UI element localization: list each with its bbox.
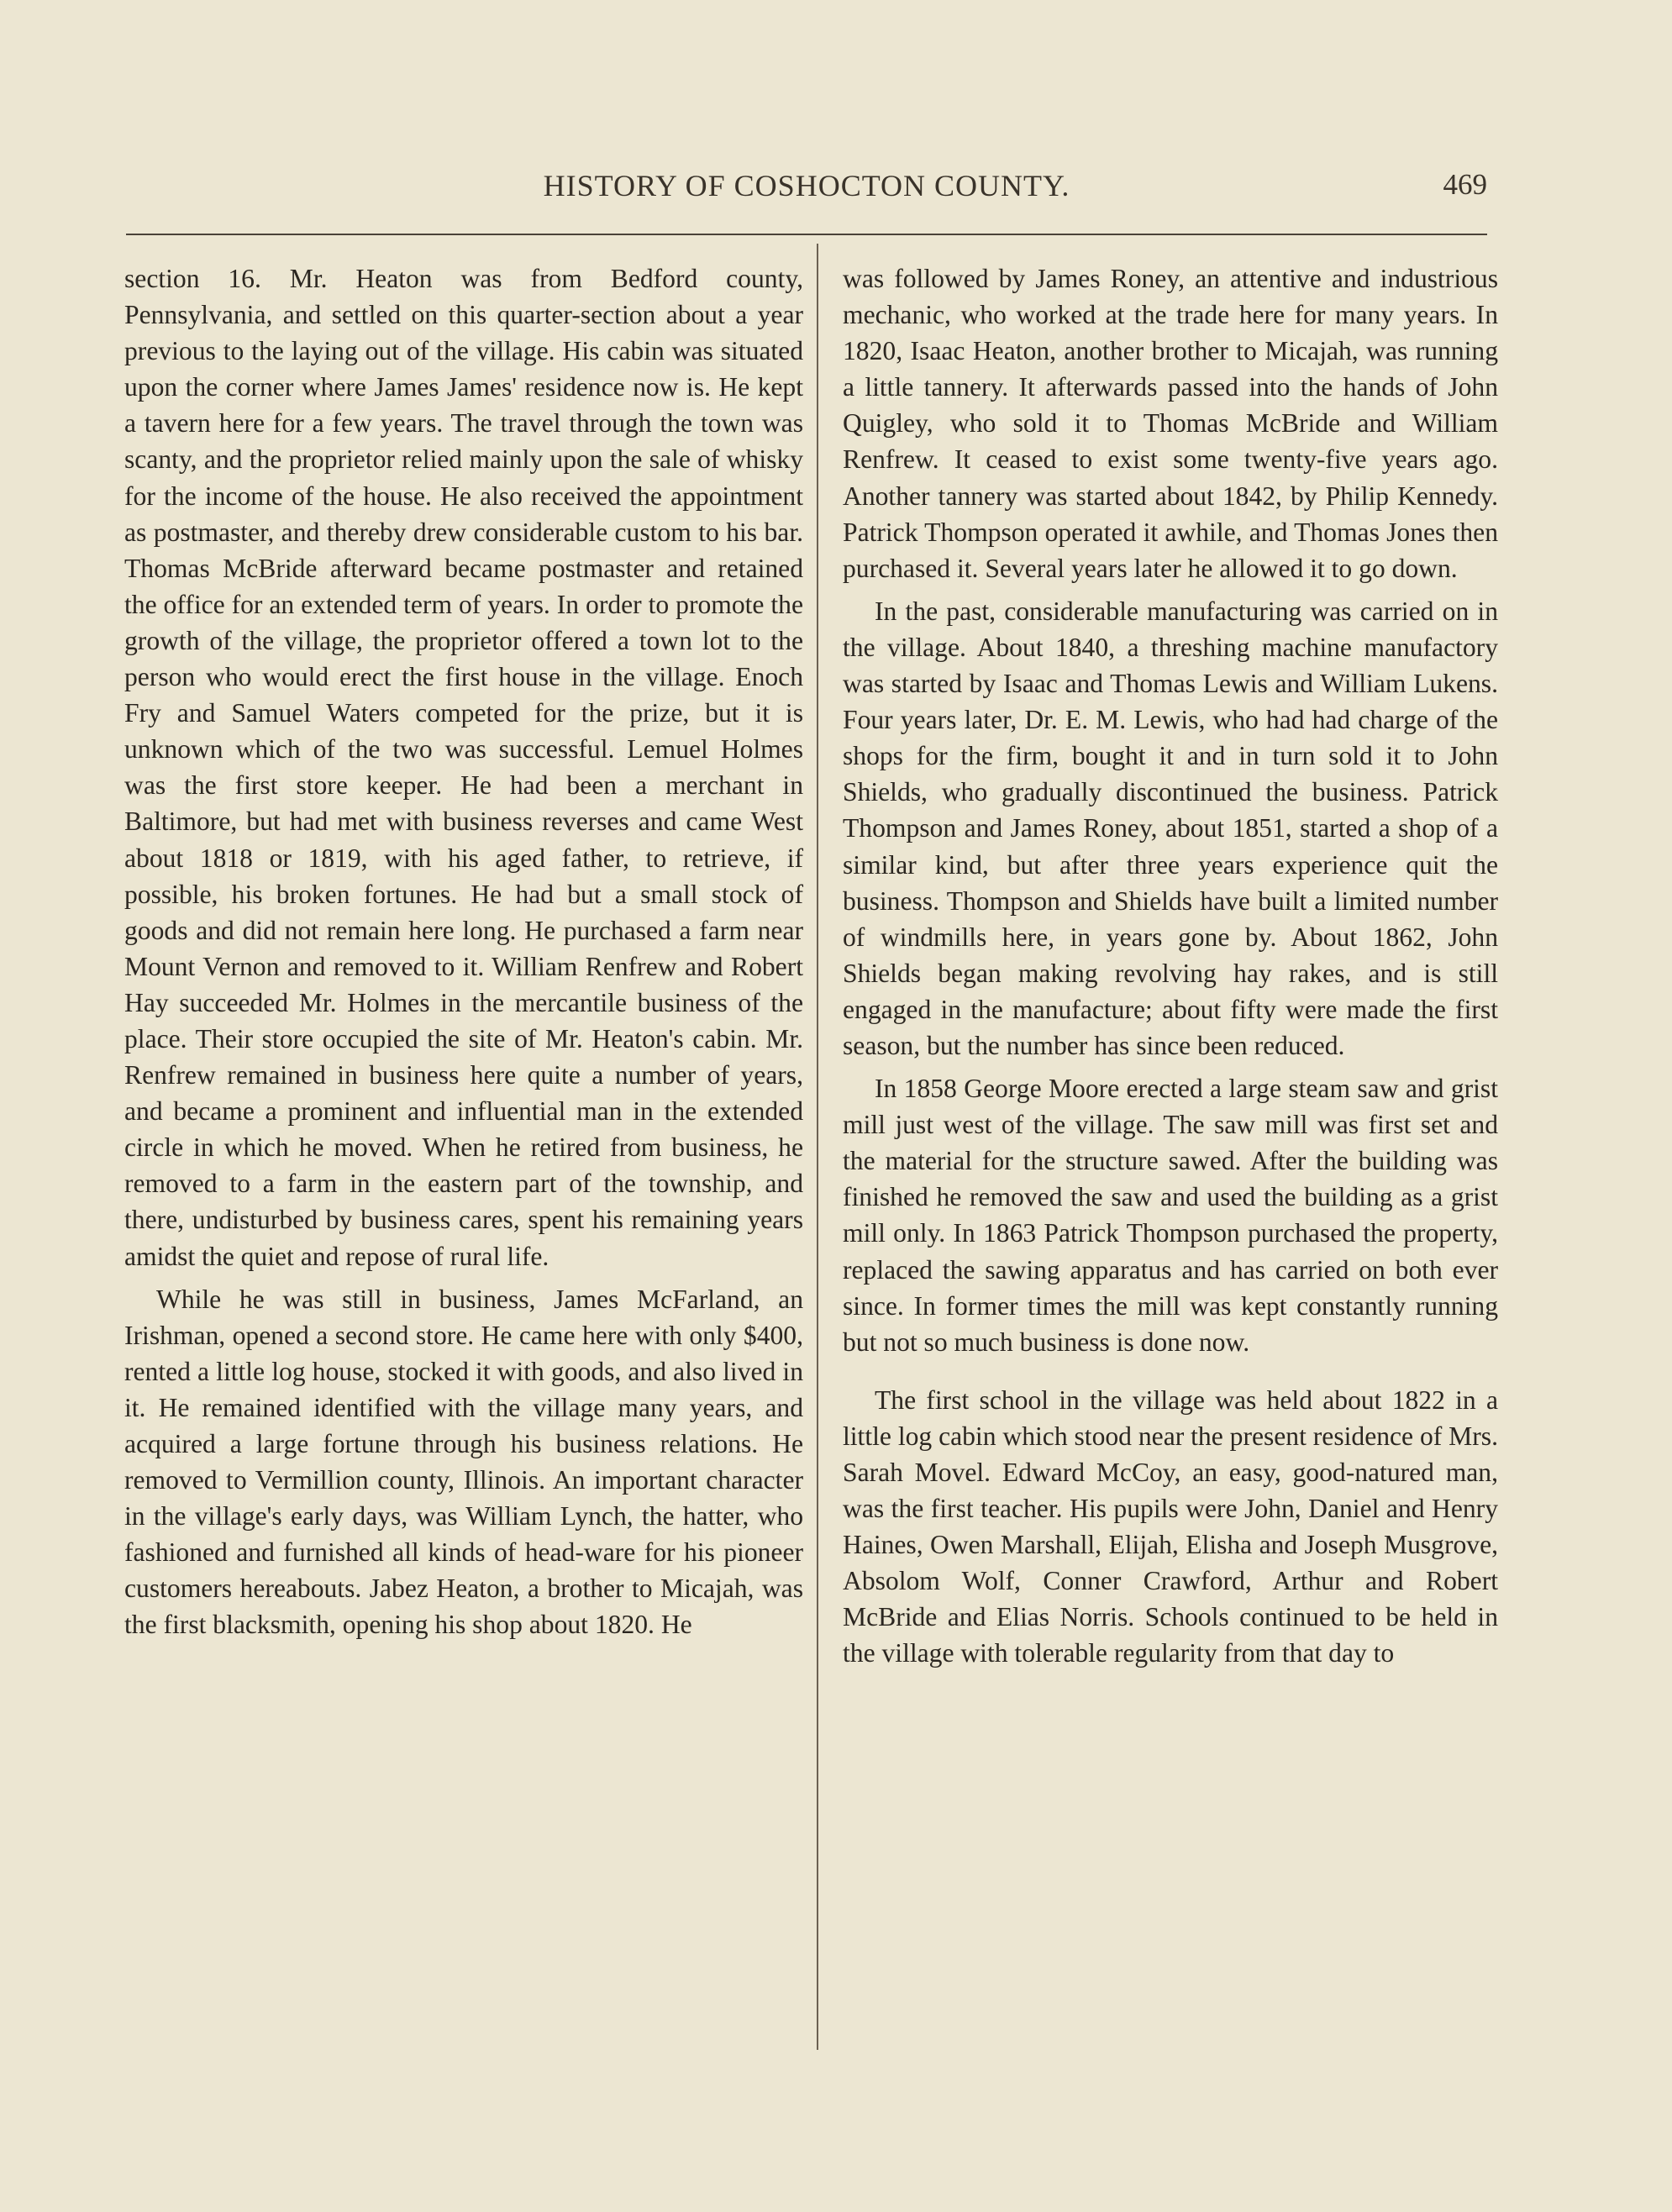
right-paragraph-1: was followed by James Roney, an attentive and industrious mechanic, who worked at the trade here for many years. In 1820, Isaac Heaton, another brother to Micajah, was running a little tannery. It afterwards passed into the hands of John Quigley, who sold it to Thomas McBride and William Renfrew. It ceased to exist some twenty-five years ago. Another tannery was started about 1842, by Philip Kennedy. Patrick Thompson operated it awhile, and Thomas Jones then purchased it. Several years later he allowed it to go down. bbox=[843, 264, 1498, 583]
running-title: HISTORY OF COSHOCTON COUNTY. bbox=[543, 169, 1070, 202]
header-rule bbox=[126, 234, 1487, 235]
page-header bbox=[126, 168, 1487, 208]
page-number: 469 bbox=[1443, 168, 1487, 201]
column-divider bbox=[817, 244, 818, 2050]
left-paragraph-2: While he was still in business, James McFarland, an Irishman, opened a second store. He came here with only $400, rented a little log house, stocked it with goods, and also lived in it. He remained identified with the village many years, and acquired a large fortune through his business relations. He removed to Vermillion county, Illinois. An important character in the village's early days, was William Lynch, the hatter, who fashioned and furnished all kinds of head-ware for his pioneer customers hereabouts. Jabez Heaton, a brother to Micajah, was the first blacksmith, opening his shop about 1820. He bbox=[124, 1284, 803, 1640]
right-column bbox=[843, 260, 1498, 1672]
right-paragraph-3: In 1858 George Moore erected a large steam saw and grist mill just west of the village. The saw mill was first set and the material for the structure sawed. After the building was finished he removed the saw and used the building as a grist mill only. In 1863 Patrick Thompson purchased the property, replaced the sawing apparatus and has carried on both ever since. In former times the mill was kept constantly running but not so much business is done now. bbox=[843, 1074, 1498, 1357]
left-paragraph-1: section 16. Mr. Heaton was from Bedford county, Pennsylvania, and settled on this quarter-section about a year previous to the laying out of the village. His cabin was situated upon the corner where James James' residence now is. He kept a tavern here for a few years. The travel through the town was scanty, and the proprietor relied mainly upon the sale of whisky for the income of the house. He also received the appointment as postmaster, and thereby drew considerable custom to his bar. Thomas McBride afterward became postmaster and retained the office for an extended term of years. In order to promote the growth of the village, the proprietor offered a town lot to the person who would erect the first house in the village. Enoch Fry and Samuel Waters competed for the prize, but it is unknown which of the two was successful. Lemuel Holmes was the first store keeper. He had been a merchant in Baltimore, but had met with business reverses and came West about 1818 or 1819, with his aged father, to retrieve, if possible, his broken fortunes. He had but a small stock of goods and did not remain here long. He purchased a farm near Mount Vernon and removed to it. William Renfrew and Robert Hay succeeded Mr. Holmes in the mercantile business of the place. Their store occupied the site of Mr. Heaton's cabin. Mr. Renfrew remained in business here quite a number of years, and became a prominent and influential man in the extended circle in which he moved. When he retired from business, he removed to a farm in the eastern part of the township, and there, undisturbed by business cares, spent his remaining years amidst the quiet and repose of rural life. bbox=[124, 264, 803, 1271]
left-column bbox=[124, 260, 803, 1643]
right-paragraph-4: The first school in the village was held about 1822 in a little log cabin which stood near the present residence of Mrs. Sarah Movel. Edward McCoy, an easy, good-natured man, was the first teacher. His pupils were John, Daniel and Henry Haines, Owen Marshall, Elijah, Elisha and Joseph Musgrove, Absolom Wolf, Conner Crawford, Arthur and Robert McBride and Elias Norris. Schools continued to be held in the village with tolerable regularity from that day to bbox=[843, 1384, 1498, 1668]
right-paragraph-2: In the past, considerable manufacturing was carried on in the village. About 1840, a threshing machine manufactory was started by Isaac and Thomas Lewis and William Lukens. Four years later, Dr. E. M. Lewis, who had had charge of the shops for the firm, bought it and in turn sold it to John Shields, who gradually discontinued the business. Patrick Thompson and James Roney, about 1851, started a shop of a similar kind, but after three years experience quit the business. Thompson and Shields have built a limited number of windmills here, in years gone by. About 1862, John Shields began making revolving hay rakes, and is still engaged in the manufacture; about fifty were made the first season, but the number has since been reduced. bbox=[843, 596, 1498, 1060]
